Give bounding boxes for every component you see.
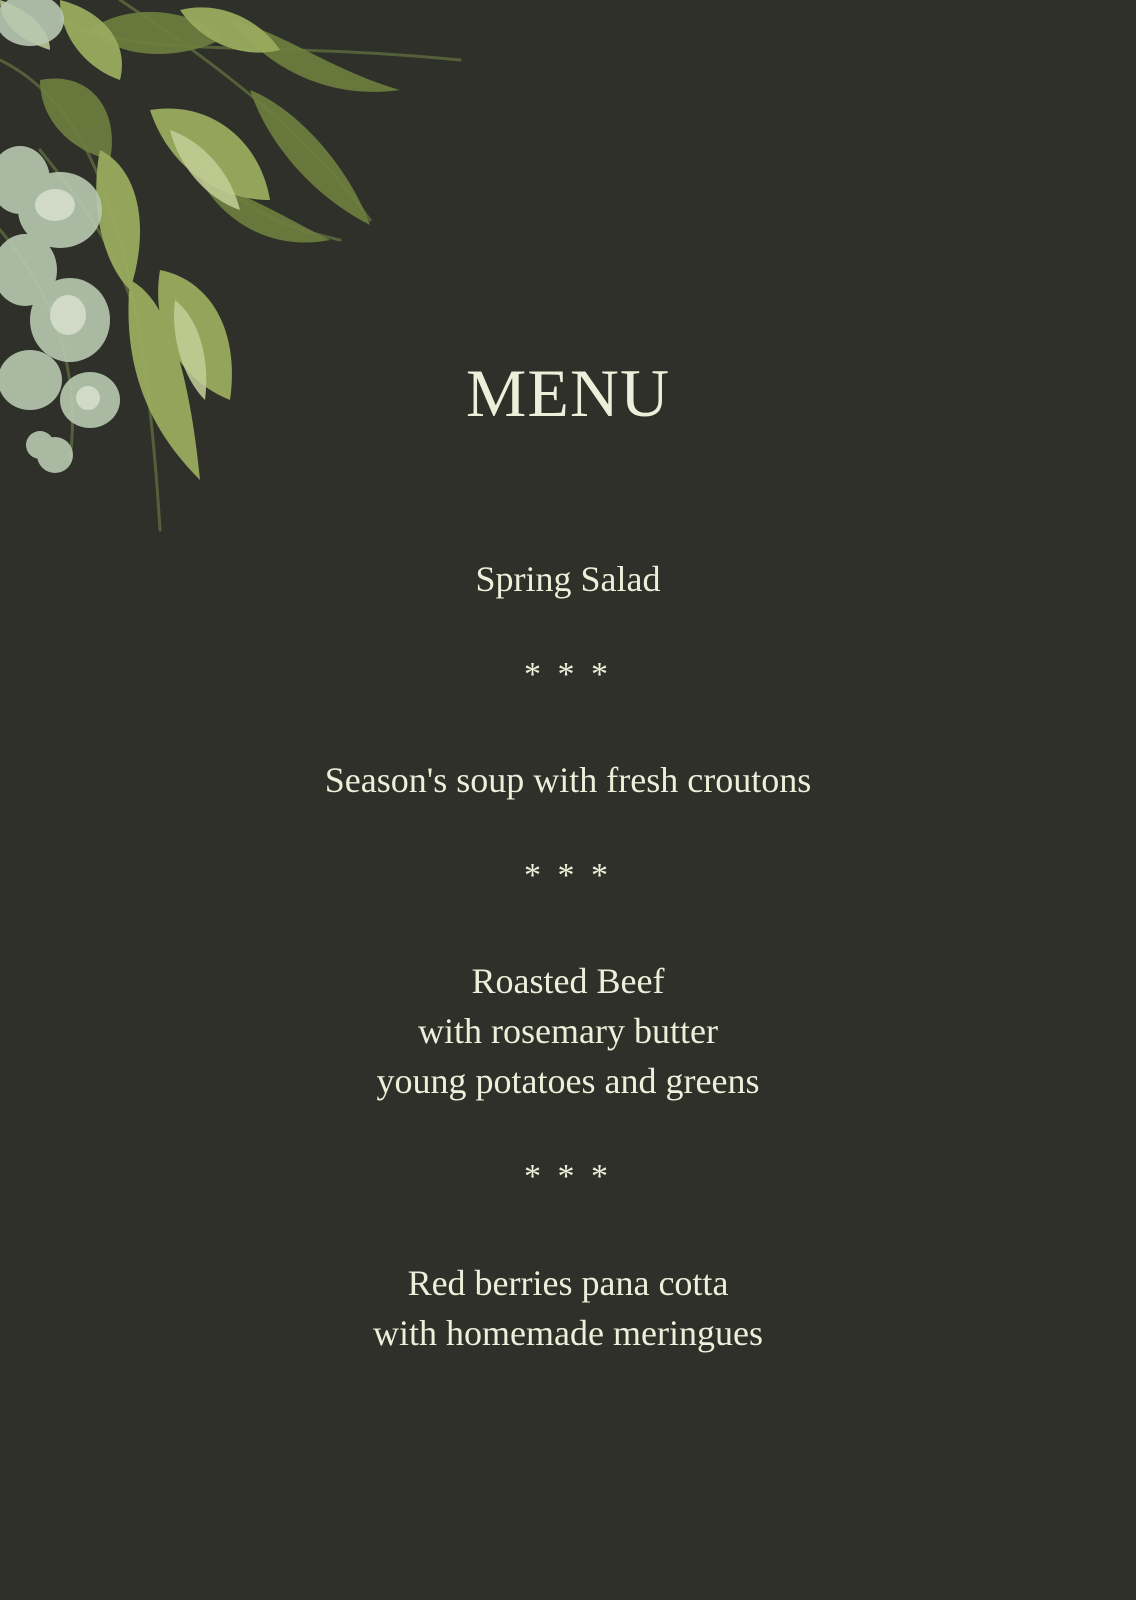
course-2 <box>0 755 1136 805</box>
course-3-line-3: young potatoes and greens <box>376 1061 760 1101</box>
course-4-line-1: Red berries pana cotta <box>407 1263 729 1303</box>
course-1-line-1: Spring Salad <box>475 559 661 599</box>
separator-1: * * * <box>524 656 612 693</box>
course-3 <box>0 956 1136 1106</box>
course-1 <box>0 554 1136 604</box>
watercolor-foliage-decoration <box>0 0 480 540</box>
separator-3: * * * <box>524 1158 612 1195</box>
course-2-line-1: Season's soup with fresh croutons <box>324 760 812 800</box>
course-3-line-1: Roasted Beef <box>471 961 665 1001</box>
course-4-line-2: with homemade meringues <box>373 1313 763 1353</box>
separator-2: * * * <box>524 857 612 894</box>
menu-title: MENU <box>465 355 671 431</box>
course-3-line-2: with rosemary butter <box>418 1011 718 1051</box>
course-4 <box>0 1258 1136 1358</box>
